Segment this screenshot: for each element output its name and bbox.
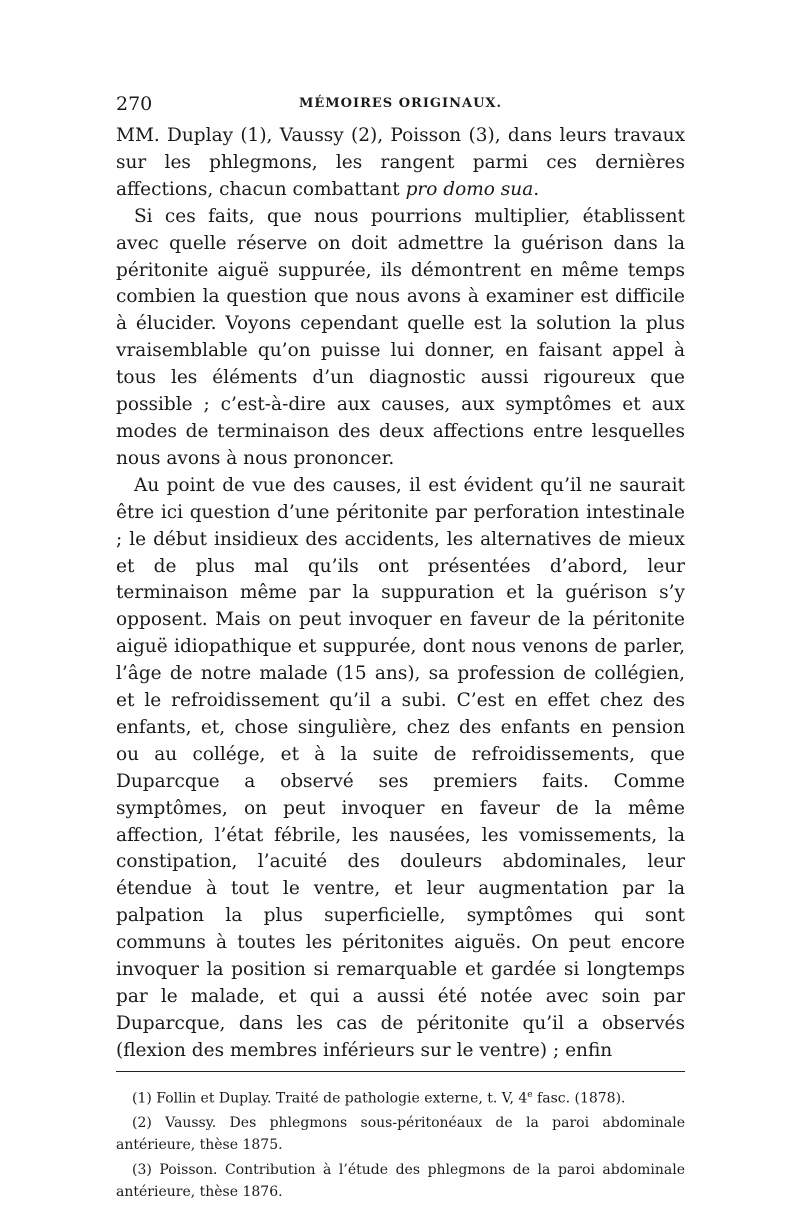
paragraph-2: Si ces faits, que nous pourrions multiplier, établissent avec quelle réserve on doit admettre la guérison dans la péritonite aiguë suppurée, ils démontrent en même temps combien la question que nous avons à examiner est difficile à élucider. Voyons cependant quelle est la solution la plus vraisemblable qu’on puisse lui donner, en faisant appel à tous les éléments d’un diagnostic aussi rigoureux que possible ; c’est-à-dire aux causes, aux symptômes et aux modes de terminaison des deux affections entre lesquelles nous avons à nous prononcer. bbox=[116, 205, 685, 469]
page-number: 270 bbox=[116, 93, 153, 115]
footnote-rule bbox=[116, 1071, 685, 1072]
body-text bbox=[116, 123, 685, 1065]
footnote-1-end: fasc. (1878). bbox=[532, 1090, 626, 1107]
footnote-1-superscript: e bbox=[527, 1089, 533, 1100]
running-head bbox=[116, 93, 685, 123]
footnote-3: (3) Poisson. Contribution à l’étude des phlegmons de la paroi abdominale antérieure, thèse 1876. bbox=[116, 1161, 685, 1201]
paragraph-1-end: . bbox=[533, 178, 540, 200]
footnote-1 bbox=[116, 1084, 685, 1110]
footnote-2: (2) Vaussy. Des phlegmons sous-péritonéaux de la paroi abdominale antérieure, thèse 1875. bbox=[116, 1114, 685, 1154]
latin-phrase: pro domo sua bbox=[405, 178, 534, 200]
footnotes bbox=[116, 1084, 685, 1204]
running-title: MÉMOIRES ORIGINAUX. bbox=[298, 96, 503, 111]
paragraph-1-text: MM. Duplay (1), Vaussy (2), Poisson (3), dans leurs travaux sur les phlegmons, les rangent parmi ces dernières affections, chacun combattant bbox=[116, 125, 685, 200]
paragraph-3: Au point de vue des causes, il est évident qu’il ne saurait être ici question d’une péritonite par perforation intestinale ; le début insidieux des accidents, les alternatives de mieux et de plus mal qu’ils ont présentées d’abord, leur terminaison même par la suppuration et la guérison s’y opposent. Mais on peut invoquer en faveur de la péritonite aiguë idiopathique et suppurée, dont nous venons de parler, l’âge de notre malade (15 ans), sa profession de collégien, et le refroidissement qu’il a subi. C’est en effet chez des enfants, et, chose singulière, chez des enfants en pension ou au collége, et à la suite de refroidissements, que Duparcque a observé ses premiers faits. Comme symptômes, on peut invoquer en faveur de la même affection, l’état fébrile, les nausées, les vomissements, la constipation, l’acuité des douleurs abdominales, leur étendue à tout le ventre, et leur augmentation par la palpation la plus superficielle, symptômes qui sont communs à toutes les péritonites aiguës. On peut encore invoquer la position si remarquable et gardée si longtemps par le malade, et qui a aussi été notée avec soin par Duparcque, dans les cas de péritonite qu’il a observés (flexion des membres inférieurs sur le ventre) ; enfin bbox=[116, 474, 685, 1061]
book-page bbox=[116, 93, 685, 1206]
paragraph-1 bbox=[116, 123, 685, 204]
footnote-1-text: (1) Follin et Duplay. Traité de pathologie externe, t. V, 4 bbox=[132, 1090, 528, 1107]
